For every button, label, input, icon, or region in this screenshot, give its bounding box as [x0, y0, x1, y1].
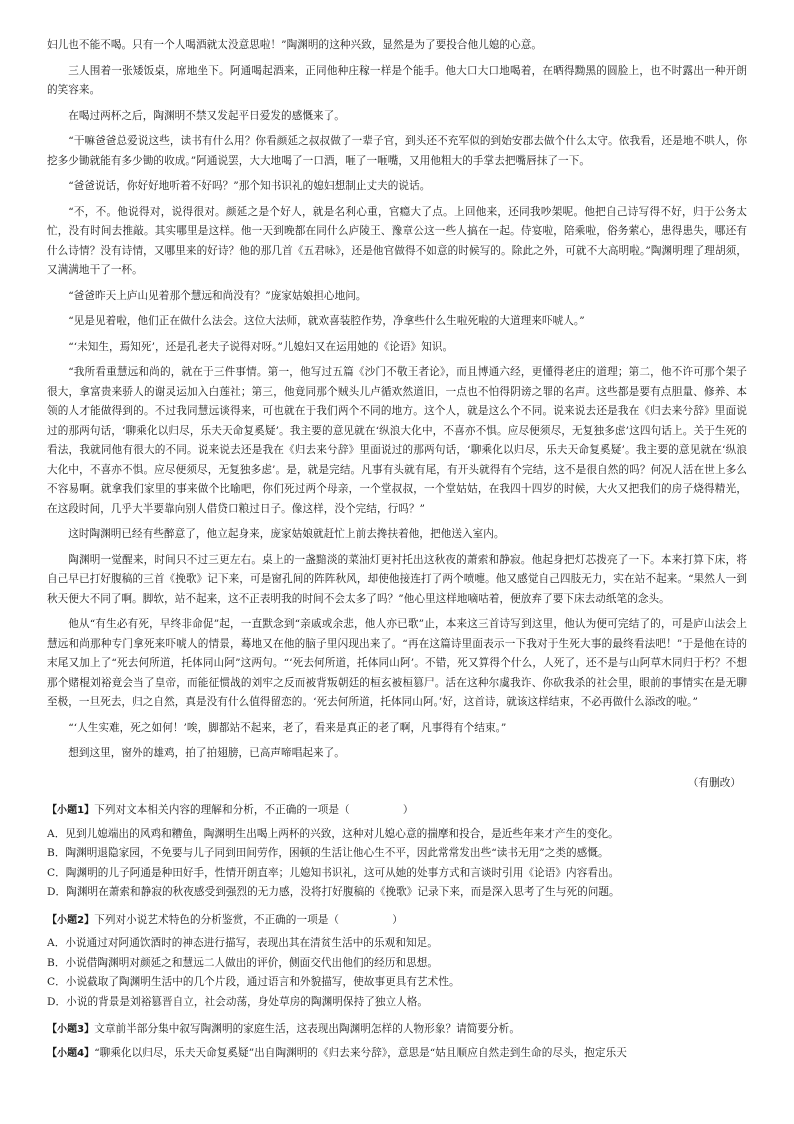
question-stem: [47, 1044, 747, 1064]
question-number: 【小题1】: [47, 805, 95, 816]
question-4: [47, 1044, 747, 1064]
question-number: 【小题2】: [47, 914, 95, 926]
question-2: [47, 911, 747, 1013]
passage-paragraph: “爸爸昨天上庐山见着那个慧远和尚没有？”庞家姑娘担心地问。: [68, 289, 367, 302]
option-a[interactable]: A．小说通过对阿通饮酒时的神态进行描写，表现出其在清贫生活中的乐观和知足。: [47, 937, 438, 949]
question-text: 下列对小说艺术特色的分析鉴赏，不正确的一项是（ ）: [94, 913, 403, 926]
passage-paragraph: 想到这里，窗外的雄鸡，拍了拍翅膀，已高声啼唱起来了。: [68, 747, 345, 759]
passage-paragraph: 这时陶渊明已经有些醉意了，他立起身来，庞家姑娘就赶忙上前去搀扶着他，把他送入室内。: [68, 528, 505, 540]
question-stem: [47, 801, 747, 821]
option-a[interactable]: A．见到儿媳端出的风鸡和糟鱼，陶渊明生出喝上两杯的兴致，这种对儿媳心意的揣摩和投合，是近些年来才产生的变化。: [47, 827, 619, 840]
option-b[interactable]: B．小说借陶渊明对颜延之和慧远二人做出的评价，侧面交代出他们的经历和思想。: [47, 956, 439, 969]
question-text: “聊乘化以归尽，乐夫天命复奚疑”出自陶渊明的《归去来兮辞》，意思是“姑且顺应自然走到生命的尽头，抱定乐天: [94, 1046, 627, 1059]
passage-paragraph: “‘人生实难，死之如何！’唉，脚都站不起来，老了，看来是真正的老了啊，凡事得有个结束。”: [68, 721, 507, 734]
option-d[interactable]: D．小说的背景是刘裕篡晋自立，社会动荡，身处草房的陶渊明保持了独立人格。: [47, 995, 429, 1008]
passage-paragraph: “我所看重慧远和尚的，就在于三件事情。第一，他写过五篇《沙门不敬王者论》，而且博通六经，更懂得老庄的道理；第二，他不许可那个架子很大，拿富贵来骄人的谢灵运加入白莲社；第三，他竟同那个贼头儿卢循欢然道旧，一点也不怕得阴谤之罪的名声。这些都是要有点胆量、修养、本领的人才能做得到的。不过我同慧远谈得来，可也就在于我们两个不同的地方。这个人，就是这么个不同。说来说去还是我在《归去来兮辞》里面说过的那两句话，‘聊乘化以归尽，乐夫天命复奚疑’。我主要的意见就在‘纵浪大化中，不喜亦不惧。应尽便须尽，无复独多虑’这四句话上。关于生死的看法，我就同他有很大的不同。说来说去还是我在《归去来兮辞》里面说过的那两句话，‘聊乘化以归尽，乐夫天命复奚疑’。我主要的意见就在‘纵浪大化中，不喜亦不惧。应尽便须尽，无复独多虑’。是，就是完结。凡事有头就有尾，有开头就得有个完结，这不是很自然的吗？何况人活在世上多么不容易啊。就拿我们家里的事来做个比喻吧，你们死过两个母亲，一个堂叔叔，一个堂姑姑，在我四十四岁的时候，大火又把我们的房子烧得精光，在这段时间，几乎大半要靠向别人借贷口粮过日子。像这样，没个完结，行吗？”: [47, 366, 747, 515]
option-c[interactable]: C．陶渊明的儿子阿通是种田好手，性情开朗直率；儿媳知书识礼，这可从她的处事方式和言谈时引用《论语》内容看出。: [47, 866, 620, 879]
passage-paragraph: “‘未知生，焉知死’，还是孔老夫子说得对呀。”儿媳妇又在运用她的《论语》知识。: [68, 340, 454, 353]
question-number: 【小题4】: [47, 1047, 95, 1059]
document-page: [47, 36, 747, 1063]
passage-paragraph: “见是见着啦，他们正在做什么法会。这位大法师，就欢喜装腔作势，净拿些什么生啦死啦的大道理来吓唬人。”: [68, 315, 585, 327]
passage-paragraph: 他从“有生必有死，早终非命促”起，一直默念到“亲戚或余悲，他人亦已歌”止，本来这三首诗写到这里，他认为便可完结了的，可是庐山法会上慧远和尚那种专门拿死来吓唬人的情景，蓦地又在他的脑子里闪现出来了。“再在这篇诗里面表示一下我对于生死大事的最终看法吧！”于是他在诗的末尾又加上了“死去何所道，托体同山阿”这两句。“‘死去何所道，托体同山阿’。不错，死又算得个什么，人死了，还不是与山阿草木同归于朽？不想那个赌棍刘裕竟会当了皇帝，而能征惯战的刘牢之反而被背叛朝廷的桓玄被桓篡尸。活在这种尔虞我诈、你砍我杀的社会里，眼前的事情实在是无聊至极，一旦死去，归之自然，真是没有什么值得留恋的。‘死去何所道，托体同山阿。’好，这首诗，就该这样结束，不必再做什么添改的啦。”: [47, 618, 747, 708]
question-3: [47, 1020, 747, 1040]
passage-paragraph: “爸爸说话，你好好地听着不好吗？”那个知书识礼的媳妇想制止丈夫的说话。: [68, 180, 431, 192]
question-1: [47, 801, 747, 903]
option-b[interactable]: B．陶渊明退隐家园，不免要与儿子同到田间劳作，困顿的生活让他心生不平，因此常常发出些“读书无用”之类的感慨。: [47, 847, 609, 859]
passage-paragraph: 妇儿也不能不喝。只有一个人喝酒就太没意思啦！”陶渊明的这种兴致，显然是为了要投合他儿媳的心意。: [47, 39, 543, 51]
question-stem: [47, 911, 747, 931]
question-number: 【小题3】: [47, 1024, 95, 1035]
option-c[interactable]: C．小说截取了陶渊明生活中的几个片段，通过语言和外貌描写，使故事更具有艺术性。: [47, 976, 460, 988]
question-text: 下列对文本相关内容的理解和分析，不正确的一项是（ ）: [94, 804, 414, 816]
source-note: （有删改）: [687, 776, 741, 789]
passage-paragraph: “干嘛爸爸总爱说这些，读书有什么用？你看颜延之叔叔做了一辈子官，到头还不充军似的到始安郡去做个什么太守。依我看，还是地不哄人，你挖多少锄就能有多少锄的收成。”阿通说罢，大大地喝了一口酒，咂了一咂嘴，又用他粗大的手掌去把嘴唇抹了一下。: [47, 135, 747, 167]
question-stem: [47, 1020, 747, 1040]
passage-paragraph: 陶渊明一觉醒来，时间只不过三更左右。桌上的一盏黯淡的菜油灯更衬托出这秋夜的萧索和静寂。他起身把灯芯拨亮了一下。本来打算下床，将自己早已打好腹稿的三首《挽歌》记下来，可是窗孔间的阵阵秋风，却使他接连打了两个喷嚏。他又感觉自己四肢无力，实在站不起来。“果然人一到秋天便大不同了啊。脚软，站不起来，这不正表明我的时间不会太多了吗？”他心里这样地嘀咕着，便放弃了要下床去动纸笔的念头。: [47, 553, 747, 605]
question-text: 文章前半部分集中叙写陶渊明的家庭生活，这表现出陶渊明怎样的人物形象？请简要分析。: [94, 1023, 520, 1035]
passage-paragraph: 在喝过两杯之后，陶渊明不禁又发起平日爱发的感慨来了。: [68, 109, 345, 122]
passage-paragraph: 三人围着一张矮饭桌，席地坐下。阿通喝起酒来，正同他种庄稼一样是个能手。他大口大口地喝着，在晒得黝黑的圆脸上，也不时露出一种开朗的笑容来。: [47, 64, 747, 96]
passage-paragraph: “不，不。他说得对，说得很对。颜延之是个好人，就是名利心重，官瘾大了点。上回他来，还同我吵架呢。他把自己诗写得不好，归于公务太忙，没有时间去推敲。其实哪里是这样。他一天到晚都在同什么庐陵王、豫章公这一些人搞在一起。侍宴啦，陪乘啦，俗务萦心，患得患失，哪还有什么诗情？没有诗情，又哪里来的好诗？他的那几首《五君咏》，还是他官做得不如意的时候写的。除此之外，可就不大高明啦。”陶渊明理了理胡须，又满满地干了一杯。: [47, 205, 747, 276]
option-d[interactable]: D．陶渊明在萧索和静寂的秋夜感受到强烈的无力感，没将打好腹稿的《挽歌》记录下来，而是深入思考了生与死的问题。: [47, 886, 620, 898]
